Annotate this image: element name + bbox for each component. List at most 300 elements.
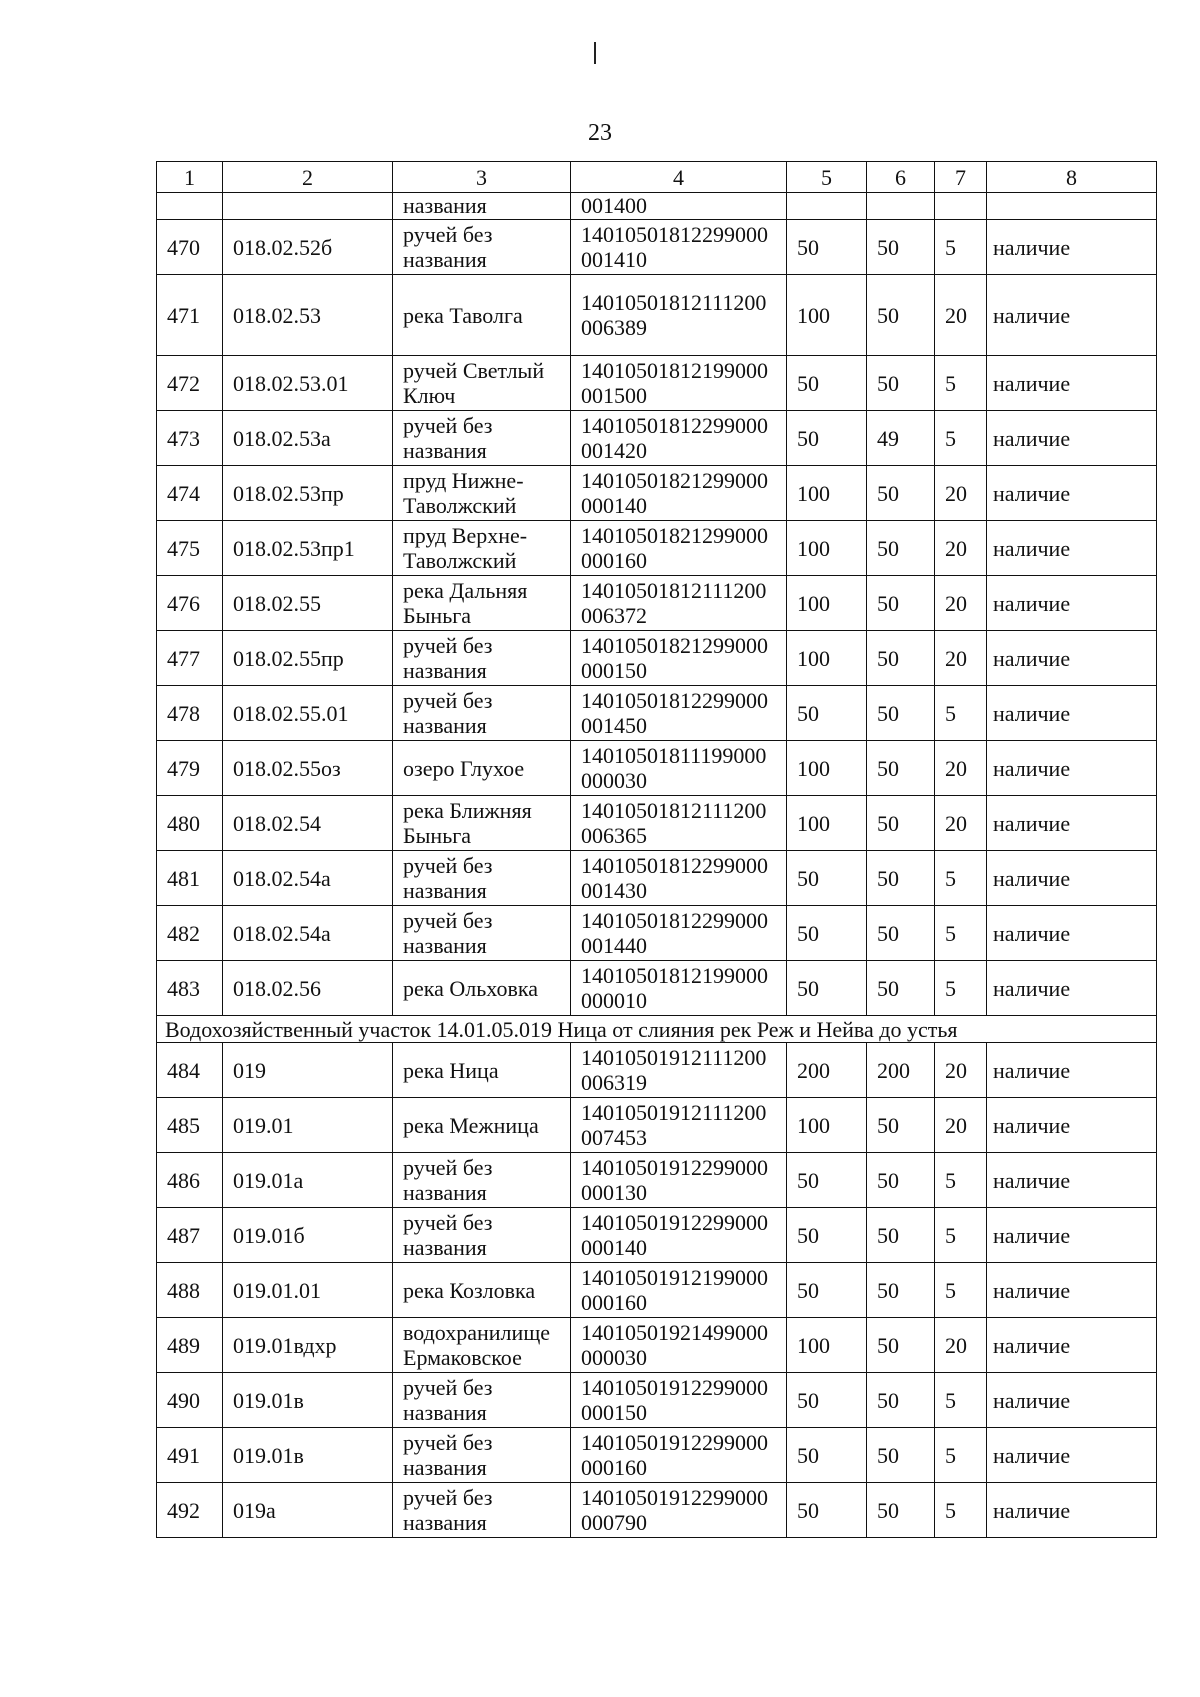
cell-name bbox=[393, 1318, 571, 1373]
cell-col5 bbox=[787, 741, 867, 796]
cell-code bbox=[223, 796, 393, 851]
cell-number-text: 479 bbox=[167, 755, 200, 781]
table-row bbox=[157, 851, 1157, 906]
cell-registry-code bbox=[571, 851, 787, 906]
cell-number bbox=[157, 193, 223, 220]
cell-registry-code bbox=[571, 1373, 787, 1428]
section-header-row bbox=[157, 1016, 1157, 1043]
cell-status-text: наличие bbox=[993, 1497, 1071, 1523]
cell-registry-code-text: 14010501921499000 000030 bbox=[581, 1320, 768, 1370]
column-header: 5 bbox=[787, 162, 867, 193]
cell-registry-code: 001400 bbox=[571, 193, 787, 220]
table-row bbox=[157, 576, 1157, 631]
cell-code-text: 018.02.55пр bbox=[233, 645, 344, 671]
cell-number-text: 471 bbox=[167, 302, 200, 328]
cell-number bbox=[157, 631, 223, 686]
cell-name bbox=[393, 411, 571, 466]
cell-number bbox=[157, 906, 223, 961]
cell-col6 bbox=[867, 1318, 935, 1373]
cell-status-text: наличие bbox=[993, 480, 1071, 506]
cell-col7 bbox=[935, 1428, 987, 1483]
cell-col5-text: 100 bbox=[797, 302, 830, 328]
cell-col6 bbox=[867, 411, 935, 466]
cell-col7-text: 5 bbox=[945, 700, 956, 726]
cell-code-text: 018.02.53.01 bbox=[233, 370, 349, 396]
table-row bbox=[157, 1263, 1157, 1318]
table-row bbox=[157, 220, 1157, 275]
column-header: 4 bbox=[571, 162, 787, 193]
cell-status bbox=[987, 1153, 1157, 1208]
cell-status bbox=[987, 193, 1157, 220]
cell-registry-code-text: 14010501812299000 001410 bbox=[581, 222, 768, 272]
cell-number-text: 487 bbox=[167, 1222, 200, 1248]
cell-number-text: 486 bbox=[167, 1167, 200, 1193]
cell-col5-text: 100 bbox=[797, 590, 830, 616]
cell-col5 bbox=[787, 1373, 867, 1428]
cell-col6 bbox=[867, 741, 935, 796]
cell-number bbox=[157, 741, 223, 796]
cell-col7 bbox=[935, 521, 987, 576]
cell-status bbox=[987, 1043, 1157, 1098]
cell-status bbox=[987, 1263, 1157, 1318]
cell-col7-text: 5 bbox=[945, 865, 956, 891]
cell-code bbox=[223, 1428, 393, 1483]
cell-number bbox=[157, 1208, 223, 1263]
cell-col7 bbox=[935, 1373, 987, 1428]
cell-col5 bbox=[787, 631, 867, 686]
cell-col7-text: 20 bbox=[945, 810, 967, 836]
cell-col7 bbox=[935, 1043, 987, 1098]
cell-registry-code bbox=[571, 631, 787, 686]
cell-name bbox=[393, 1263, 571, 1318]
table-row bbox=[157, 686, 1157, 741]
cell-col7-text: 5 bbox=[945, 1222, 956, 1248]
cell-col6-text: 50 bbox=[877, 1222, 899, 1248]
cell-code-text: 018.02.54а bbox=[233, 920, 331, 946]
cell-col6 bbox=[867, 1428, 935, 1483]
table-row bbox=[157, 275, 1157, 356]
cell-col5 bbox=[787, 275, 867, 356]
cell-number-text: 472 bbox=[167, 370, 200, 396]
cell-col6-text: 49 bbox=[877, 425, 899, 451]
cell-name bbox=[393, 356, 571, 411]
cell-col6 bbox=[867, 1098, 935, 1153]
cell-registry-code bbox=[571, 576, 787, 631]
cell-code bbox=[223, 411, 393, 466]
cell-code bbox=[223, 576, 393, 631]
cell-status bbox=[987, 741, 1157, 796]
cell-registry-code-text: 14010501912299000 000130 bbox=[581, 1155, 768, 1205]
cell-number-text: 470 bbox=[167, 234, 200, 260]
cell-col5-text: 100 bbox=[797, 645, 830, 671]
cell-col7-text: 5 bbox=[945, 1167, 956, 1193]
cell-col7 bbox=[935, 1098, 987, 1153]
cell-name bbox=[393, 741, 571, 796]
cell-code-text: 018.02.52б bbox=[233, 234, 333, 260]
cell-registry-code-text: 14010501812199000 000010 bbox=[581, 963, 768, 1013]
cell-number bbox=[157, 275, 223, 356]
cell-col6-text: 50 bbox=[877, 865, 899, 891]
cell-number bbox=[157, 1373, 223, 1428]
cell-number bbox=[157, 1043, 223, 1098]
cell-col7-text: 20 bbox=[945, 1332, 967, 1358]
cell-code-text: 019 bbox=[233, 1057, 266, 1083]
cell-col6-text: 50 bbox=[877, 700, 899, 726]
cell-col6 bbox=[867, 906, 935, 961]
cell-col6-text: 50 bbox=[877, 370, 899, 396]
cell-name bbox=[393, 796, 571, 851]
cell-col6 bbox=[867, 631, 935, 686]
cell-col5 bbox=[787, 466, 867, 521]
cell-status-text: наличие bbox=[993, 865, 1071, 891]
cell-name bbox=[393, 851, 571, 906]
cell-status bbox=[987, 631, 1157, 686]
cell-registry-code bbox=[571, 796, 787, 851]
cell-col5 bbox=[787, 411, 867, 466]
table-row bbox=[157, 741, 1157, 796]
cell-code-text: 018.02.56 bbox=[233, 975, 321, 1001]
cell-status-text: наличие bbox=[993, 1112, 1071, 1138]
cell-name-text: река Ольховка bbox=[403, 975, 538, 1001]
cell-col6 bbox=[867, 851, 935, 906]
cell-col5-text: 100 bbox=[797, 755, 830, 781]
cell-col6 bbox=[867, 1483, 935, 1538]
cell-col7 bbox=[935, 275, 987, 356]
cell-col5-text: 50 bbox=[797, 234, 819, 260]
cell-number-text: 483 bbox=[167, 975, 200, 1001]
cell-col7 bbox=[935, 1153, 987, 1208]
cell-col5 bbox=[787, 193, 867, 220]
cell-col7 bbox=[935, 466, 987, 521]
cell-registry-code bbox=[571, 961, 787, 1016]
cell-registry-code bbox=[571, 1153, 787, 1208]
cell-status-text: наличие bbox=[993, 700, 1071, 726]
cell-col7-text: 20 bbox=[945, 302, 967, 328]
cell-status bbox=[987, 796, 1157, 851]
cell-code-text: 019.01вдхр bbox=[233, 1332, 337, 1358]
cell-col5 bbox=[787, 576, 867, 631]
table-row bbox=[157, 1098, 1157, 1153]
cell-name-text: ручей без названия bbox=[403, 1375, 493, 1425]
cell-code-text: 018.02.53пр1 bbox=[233, 535, 355, 561]
cell-name-text: озеро Глухое bbox=[403, 755, 525, 781]
cell-status bbox=[987, 220, 1157, 275]
cell-number-text: 478 bbox=[167, 700, 200, 726]
column-header: 2 bbox=[223, 162, 393, 193]
cell-code bbox=[223, 521, 393, 576]
cell-col7-text: 20 bbox=[945, 590, 967, 616]
cell-code bbox=[223, 1043, 393, 1098]
cell-name-text: ручей без названия bbox=[403, 853, 493, 903]
cell-col6 bbox=[867, 1373, 935, 1428]
cell-status bbox=[987, 411, 1157, 466]
cell-col5-text: 100 bbox=[797, 1332, 830, 1358]
cell-registry-code-text: 14010501912299000 000160 bbox=[581, 1430, 768, 1480]
cell-col5-text: 50 bbox=[797, 425, 819, 451]
cell-number bbox=[157, 686, 223, 741]
cell-col5 bbox=[787, 1153, 867, 1208]
cell-registry-code-text: 14010501812111200 006365 bbox=[581, 798, 767, 848]
cell-status-text: наличие bbox=[993, 920, 1071, 946]
cell-registry-code-text: 14010501812299000 001450 bbox=[581, 688, 768, 738]
cell-col7 bbox=[935, 1208, 987, 1263]
cell-number bbox=[157, 1153, 223, 1208]
cell-number-text: 481 bbox=[167, 865, 200, 891]
cell-col6 bbox=[867, 275, 935, 356]
cell-col5-text: 50 bbox=[797, 1222, 819, 1248]
cell-status bbox=[987, 906, 1157, 961]
cell-registry-code-text: 14010501812299000 001430 bbox=[581, 853, 768, 903]
cell-status-text: наличие bbox=[993, 645, 1071, 671]
cell-number bbox=[157, 411, 223, 466]
cell-code bbox=[223, 1483, 393, 1538]
cell-col5 bbox=[787, 961, 867, 1016]
cell-col7-text: 5 bbox=[945, 1277, 956, 1303]
cell-number bbox=[157, 851, 223, 906]
cell-col7 bbox=[935, 356, 987, 411]
cell-col6-text: 50 bbox=[877, 1277, 899, 1303]
cell-col6 bbox=[867, 220, 935, 275]
column-header: 8 bbox=[987, 162, 1157, 193]
cell-col6-text: 50 bbox=[877, 975, 899, 1001]
cell-number-text: 474 bbox=[167, 480, 200, 506]
cell-status bbox=[987, 275, 1157, 356]
cell-col5 bbox=[787, 1428, 867, 1483]
cell-col5 bbox=[787, 1043, 867, 1098]
cell-col7 bbox=[935, 1318, 987, 1373]
cell-col5 bbox=[787, 906, 867, 961]
column-header: 7 bbox=[935, 162, 987, 193]
cell-code-text: 019.01а bbox=[233, 1167, 304, 1193]
cell-registry-code-text: 14010501812299000 001440 bbox=[581, 908, 768, 958]
cell-name bbox=[393, 1043, 571, 1098]
cell-col5-text: 100 bbox=[797, 1112, 830, 1138]
cell-status bbox=[987, 1373, 1157, 1428]
cell-col5-text: 50 bbox=[797, 700, 819, 726]
table-row bbox=[157, 466, 1157, 521]
cell-number bbox=[157, 1263, 223, 1318]
cell-code-text: 018.02.54 bbox=[233, 810, 321, 836]
table-row bbox=[157, 356, 1157, 411]
cell-status-text: наличие bbox=[993, 1222, 1071, 1248]
cell-name-text: река Ница bbox=[403, 1057, 499, 1083]
cell-code bbox=[223, 1373, 393, 1428]
cell-name bbox=[393, 1153, 571, 1208]
cell-code bbox=[223, 466, 393, 521]
cell-number-text: 473 bbox=[167, 425, 200, 451]
table-header-row bbox=[157, 162, 1157, 193]
cell-name bbox=[393, 686, 571, 741]
cell-col6-text: 50 bbox=[877, 810, 899, 836]
cell-code bbox=[223, 961, 393, 1016]
cell-name-text: пруд Нижне- Таволжский bbox=[403, 468, 524, 518]
cell-number-text: 491 bbox=[167, 1442, 200, 1468]
cell-col6 bbox=[867, 961, 935, 1016]
cell-name bbox=[393, 1373, 571, 1428]
cell-col7-text: 5 bbox=[945, 975, 956, 1001]
cell-code-text: 018.02.54а bbox=[233, 865, 331, 891]
cell-col5 bbox=[787, 1483, 867, 1538]
cell-number-text: 484 bbox=[167, 1057, 200, 1083]
cell-col6-text: 50 bbox=[877, 1332, 899, 1358]
cell-name-text: ручей Светлый Ключ bbox=[403, 358, 545, 408]
page-number: 23 bbox=[588, 120, 612, 146]
cell-code bbox=[223, 851, 393, 906]
cell-number bbox=[157, 466, 223, 521]
cell-name: названия bbox=[393, 193, 571, 220]
cell-name-text: пруд Верхне- Таволжский bbox=[403, 523, 528, 573]
cell-registry-code bbox=[571, 1043, 787, 1098]
cell-status-text: наличие bbox=[993, 535, 1071, 561]
cell-col5-text: 50 bbox=[797, 1167, 819, 1193]
cell-registry-code bbox=[571, 686, 787, 741]
cell-number-text: 488 bbox=[167, 1277, 200, 1303]
cell-col5 bbox=[787, 1263, 867, 1318]
cell-name bbox=[393, 521, 571, 576]
cell-registry-code bbox=[571, 411, 787, 466]
cell-status bbox=[987, 1428, 1157, 1483]
cell-col6 bbox=[867, 1208, 935, 1263]
cell-code bbox=[223, 1318, 393, 1373]
cell-number-text: 492 bbox=[167, 1497, 200, 1523]
cell-registry-code-text: 14010501812199000 001500 bbox=[581, 358, 768, 408]
cell-status-text: наличие bbox=[993, 1332, 1071, 1358]
cell-registry-code-text: 14010501912299000 000140 bbox=[581, 1210, 768, 1260]
cell-name-text: река Таволга bbox=[403, 302, 523, 328]
cell-status-text: наличие bbox=[993, 302, 1071, 328]
cell-col5 bbox=[787, 521, 867, 576]
table-row bbox=[157, 1483, 1157, 1538]
cell-name-text: река Ближняя Быньга bbox=[403, 798, 532, 848]
cell-code bbox=[223, 631, 393, 686]
cell-status-text: наличие bbox=[993, 755, 1071, 781]
cell-col5-text: 100 bbox=[797, 535, 830, 561]
cell-col5 bbox=[787, 796, 867, 851]
cell-col7-text: 20 bbox=[945, 1112, 967, 1138]
cell-status-text: наличие bbox=[993, 234, 1071, 260]
cell-col5 bbox=[787, 851, 867, 906]
cell-col7-text: 5 bbox=[945, 234, 956, 260]
cell-registry-code-text: 14010501912299000 000790 bbox=[581, 1485, 768, 1535]
cell-code-text: 018.02.55оз bbox=[233, 755, 341, 781]
cell-name-text: ручей без названия bbox=[403, 1155, 493, 1205]
cell-col7 bbox=[935, 796, 987, 851]
cell-status-text: наличие bbox=[993, 975, 1071, 1001]
continuation-row bbox=[157, 193, 1157, 220]
cell-name bbox=[393, 1098, 571, 1153]
cell-col6-text: 50 bbox=[877, 1112, 899, 1138]
cell-name-text: река Козловка bbox=[403, 1277, 536, 1303]
table-row bbox=[157, 796, 1157, 851]
cell-col6-text: 50 bbox=[877, 1387, 899, 1413]
cell-col7 bbox=[935, 741, 987, 796]
water-bodies-table bbox=[156, 161, 1157, 1538]
cell-name-text: река Дальняя Быньга bbox=[403, 578, 528, 628]
cell-col6-text: 50 bbox=[877, 234, 899, 260]
cell-code-text: 018.02.53 bbox=[233, 302, 321, 328]
cell-code bbox=[223, 1263, 393, 1318]
cell-col7-text: 5 bbox=[945, 920, 956, 946]
cell-col7 bbox=[935, 631, 987, 686]
cell-name bbox=[393, 1483, 571, 1538]
cell-name-text: ручей без названия bbox=[403, 633, 493, 683]
cell-col6 bbox=[867, 1263, 935, 1318]
table-row bbox=[157, 1043, 1157, 1098]
cell-col6 bbox=[867, 1043, 935, 1098]
table-row bbox=[157, 1208, 1157, 1263]
cell-registry-code-text: 14010501812299000 001420 bbox=[581, 413, 768, 463]
cell-registry-code bbox=[571, 1263, 787, 1318]
cell-registry-code-text: 14010501821299000 000150 bbox=[581, 633, 768, 683]
cell-name-text: река Межница bbox=[403, 1112, 539, 1138]
section-title: Водохозяйственный участок 14.01.05.019 Ница от слияния рек Реж и Нейва до устья bbox=[157, 1016, 1157, 1043]
cell-code bbox=[223, 275, 393, 356]
cell-status bbox=[987, 466, 1157, 521]
cell-status bbox=[987, 356, 1157, 411]
cell-col6-text: 50 bbox=[877, 535, 899, 561]
cell-registry-code-text: 14010501912111200 007453 bbox=[581, 1100, 767, 1150]
cell-col7 bbox=[935, 906, 987, 961]
cell-col7 bbox=[935, 576, 987, 631]
cell-col7-text: 20 bbox=[945, 535, 967, 561]
cell-number-text: 490 bbox=[167, 1387, 200, 1413]
cell-name bbox=[393, 576, 571, 631]
cell-code bbox=[223, 686, 393, 741]
cell-col5 bbox=[787, 1098, 867, 1153]
cell-status bbox=[987, 961, 1157, 1016]
cell-col5-text: 50 bbox=[797, 370, 819, 396]
cell-code bbox=[223, 906, 393, 961]
cell-name bbox=[393, 1428, 571, 1483]
cell-number bbox=[157, 1318, 223, 1373]
table-row bbox=[157, 521, 1157, 576]
cell-status bbox=[987, 1318, 1157, 1373]
cell-col6 bbox=[867, 466, 935, 521]
cell-number bbox=[157, 796, 223, 851]
cell-number-text: 480 bbox=[167, 810, 200, 836]
cell-col5-text: 50 bbox=[797, 1387, 819, 1413]
cell-status-text: наличие bbox=[993, 1277, 1071, 1303]
cell-status-text: наличие bbox=[993, 1442, 1071, 1468]
table-row bbox=[157, 961, 1157, 1016]
cell-code-text: 018.02.53а bbox=[233, 425, 331, 451]
cell-col6-text: 50 bbox=[877, 1442, 899, 1468]
column-header: 6 bbox=[867, 162, 935, 193]
cell-status bbox=[987, 686, 1157, 741]
cell-col5 bbox=[787, 220, 867, 275]
cell-number-text: 485 bbox=[167, 1112, 200, 1138]
cell-col6-text: 50 bbox=[877, 755, 899, 781]
cell-name bbox=[393, 961, 571, 1016]
column-header: 3 bbox=[393, 162, 571, 193]
cell-col5-text: 100 bbox=[797, 810, 830, 836]
cell-code bbox=[223, 1208, 393, 1263]
cell-registry-code bbox=[571, 1208, 787, 1263]
cell-name-text: ручей без названия bbox=[403, 222, 493, 272]
cell-col6-text: 50 bbox=[877, 480, 899, 506]
cell-name bbox=[393, 906, 571, 961]
cell-col5-text: 100 bbox=[797, 480, 830, 506]
cell-code-text: 018.02.55.01 bbox=[233, 700, 349, 726]
cell-status bbox=[987, 1483, 1157, 1538]
cell-registry-code-text: 14010501912199000 000160 bbox=[581, 1265, 768, 1315]
cell-col7 bbox=[935, 411, 987, 466]
cell-status bbox=[987, 1098, 1157, 1153]
cell-col7-text: 5 bbox=[945, 1387, 956, 1413]
cell-name-text: ручей без названия bbox=[403, 1485, 493, 1535]
cell-code-text: 019.01в bbox=[233, 1442, 304, 1468]
cell-col7 bbox=[935, 851, 987, 906]
